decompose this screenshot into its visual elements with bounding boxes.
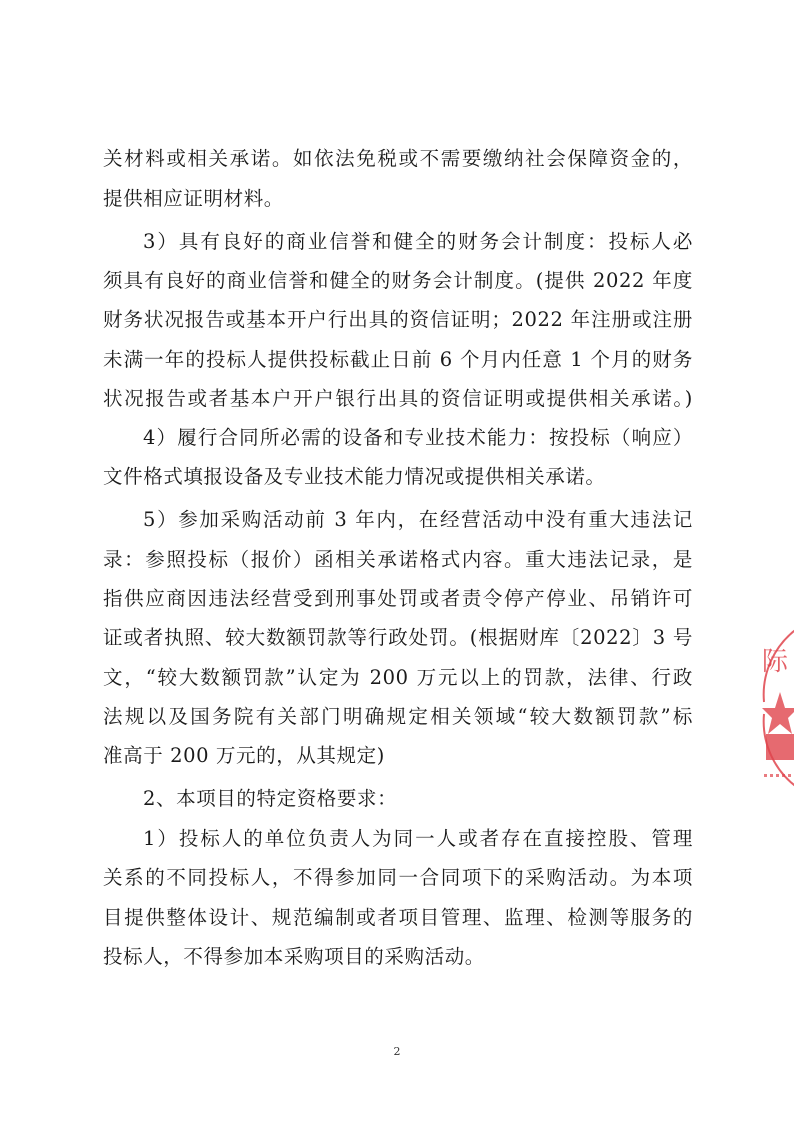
seal-stamp-fragment — [758, 622, 794, 792]
text-line: 状况报告或者基本户开户银行出具的资信证明或提供相关承诺。) — [103, 387, 693, 410]
text-line: 文，“较大数额罚款”认定为 200 万元以上的罚款，法律、行政 — [103, 666, 693, 689]
svg-text:际: 际 — [762, 647, 789, 677]
text-line: 1）投标人的单位负责人为同一人或者存在直接控股、管理 — [143, 827, 693, 850]
page-number: 2 — [393, 1045, 401, 1058]
text-line: 准高于 200 万元的，从其规定) — [103, 744, 385, 767]
text-line: 3）具有良好的商业信誉和健全的财务会计制度：投标人必 — [143, 230, 693, 253]
text-line: 证或者执照、较大数额罚款等行政处罚。(根据财库〔2022〕3 号 — [103, 626, 693, 649]
text-line: 4）履行合同所必需的设备和专业技术能力：按投标（响应） — [143, 426, 693, 449]
text-line: 投标人，不得参加本采购项目的采购活动。 — [103, 945, 485, 968]
text-line: 须具有良好的商业信誉和健全的财务会计制度。(提供 2022 年度 — [103, 269, 693, 292]
text-line: 文件格式填报设备及专业技术能力情况或提供相关承诺。 — [103, 465, 606, 488]
text-line: 法规以及国务院有关部门明确规定相关领域“较大数额罚款”标 — [103, 705, 693, 728]
text-line: 录：参照投标（报价）函相关承诺格式内容。重大违法记录，是 — [103, 548, 693, 571]
text-line: 5）参加采购活动前 3 年内，在经营活动中没有重大违法记 — [143, 508, 693, 531]
text-line: 指供应商因违法经营受到刑事处罚或者责令停产停业、吊销许可 — [103, 587, 693, 610]
text-line: 目提供整体设计、规范编制或者项目管理、监理、检测等服务的 — [103, 906, 693, 929]
text-line: 关系的不同投标人，不得参加同一合同项下的采购活动。为本项 — [103, 866, 693, 889]
text-line: 关材料或相关承诺。如依法免税或不需要缴纳社会保障资金的， — [103, 147, 693, 170]
text-line: 提供相应证明材料。 — [103, 187, 284, 210]
text-line: 财务状况报告或基本开户行出具的资信证明；2022 年注册或注册 — [103, 308, 693, 331]
text-line: 未满一年的投标人提供投标截止日前 6 个月内任意 1 个月的财务 — [103, 348, 693, 371]
seal-icon — [758, 622, 794, 792]
section-heading: 2、本项目的特定资格要求： — [143, 787, 398, 810]
